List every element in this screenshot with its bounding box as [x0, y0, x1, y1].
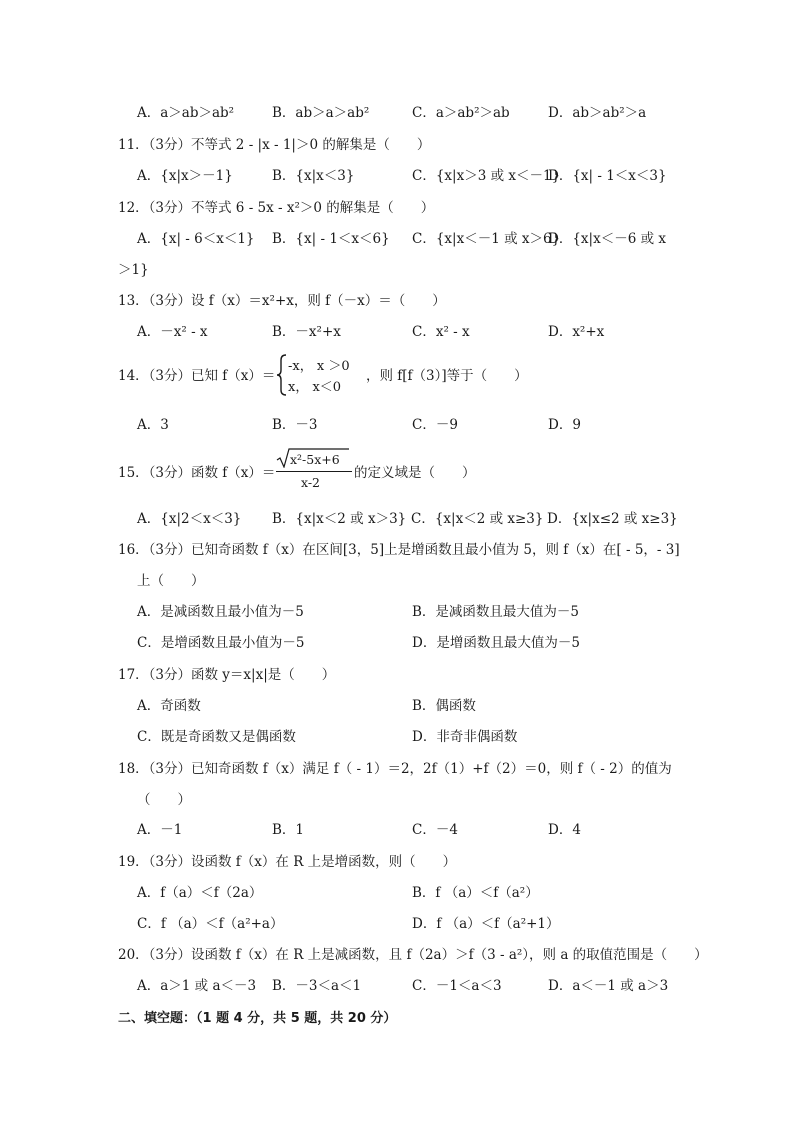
q12-option-b: B．{x| - 1＜x＜6} [272, 231, 390, 247]
q13-stem: 13．（3分）设 f（x）＝x²+x，则 f（－x）＝（ ） [118, 293, 446, 309]
q15-stem-prefix: 15．（3分）函数 f（x）＝ [118, 465, 276, 481]
q20-option-a: A．a＞1 或 a＜－3 [137, 978, 257, 994]
q18-option-a: A．－1 [137, 822, 183, 838]
q17-option-a: A．奇函数 [137, 698, 201, 714]
q17-stem: 17．（3分）函数 y＝x|x|是（ ） [118, 667, 336, 683]
q12-option-d-continuation: ＞1} [118, 262, 149, 278]
q14-stem-prefix: 14．（3分）已知 f（x）＝ [118, 368, 276, 384]
q11-option-d: D．{x| - 1＜x＜3} [548, 168, 667, 184]
q17-option-c: C．既是奇函数又是偶函数 [137, 729, 296, 745]
left-brace-icon [276, 354, 288, 396]
q16-stem-continuation: 上（ ） [137, 573, 205, 589]
q20-option-c: C．－1＜a＜3 [412, 978, 502, 994]
q16-option-a: A．是减函数且最小值为－5 [137, 604, 304, 620]
q14-piecewise-function [276, 354, 366, 396]
q19-stem: 19．（3分）设函数 f（x）在 R 上是增函数，则（ ） [118, 854, 457, 870]
q11-option-c: C．{x|x＞3 或 x＜－1} [412, 168, 561, 184]
q11-option-a: A．{x|x＞－1} [137, 168, 233, 184]
q12-option-d: D．{x|x＜－6 或 x [548, 231, 666, 247]
section-heading-fill-in-blank: 二、填空题：（1 题 4 分，共 5 题，共 20 分） [118, 1011, 397, 1026]
q15-numerator: x²-5x+6 [290, 452, 340, 467]
q18-option-b: B．1 [272, 822, 305, 838]
q14-piece-bottom: x， x＜0 [288, 380, 342, 395]
q14-option-a: A．3 [137, 417, 169, 433]
q18-option-c: C．－4 [412, 822, 458, 838]
q11-stem: 11．（3分）不等式 2 - |x - 1|＞0 的解集是（ ） [118, 137, 431, 153]
q14-option-b: B．－3 [272, 417, 318, 433]
q17-option-d: D．非奇非偶函数 [412, 729, 518, 745]
q14-option-c: C．－9 [412, 417, 458, 433]
q15-stem-suffix: 的定义域是（ ） [354, 465, 476, 481]
q12-stem: 12．（3分）不等式 6 - 5x - x²＞0 的解集是（ ） [118, 200, 435, 216]
q15-option-c: C．{x|x＜2 或 x≥3} [411, 511, 544, 527]
q14-option-d: D．9 [548, 417, 581, 433]
fraction-bar [276, 471, 352, 472]
q19-option-b: B．f （a）＜f（a²） [412, 885, 539, 901]
q15-option-a: A．{x|2＜x＜3} [137, 511, 242, 527]
q13-option-b: B．－x²+x [272, 324, 341, 340]
q19-option-c: C．f （a）＜f（a²+a） [137, 916, 284, 932]
q19-option-d: D．f （a）＜f（a²+1） [412, 916, 560, 932]
q16-option-c: C．是增函数且最小值为－5 [137, 635, 305, 651]
q10-option-d: D．ab＞ab²＞a [548, 105, 647, 121]
q12-option-c: C．{x|x＜－1 或 x＞6} [412, 231, 561, 247]
q10-option-a: A．a＞ab＞ab² [137, 105, 235, 121]
q17-option-b: B．偶函数 [412, 698, 476, 714]
q11-option-b: B．{x|x＜3} [272, 168, 355, 184]
q16-option-d: D．是增函数且最大值为－5 [412, 635, 580, 651]
q20-option-d: D．a＜－1 或 a＞3 [548, 978, 669, 994]
q13-option-c: C．x² - x [412, 324, 470, 340]
q12-option-a: A．{x| - 6＜x＜1} [137, 231, 255, 247]
q14-piece-top: -x， x ＞0 [288, 359, 350, 374]
q18-stem-continuation: （ ） [137, 792, 191, 808]
q16-stem: 16．（3分）已知奇函数 f（x）在区间[3，5]上是增函数且最小值为 5，则 f（x）在[ - 5，- 3] [118, 542, 680, 558]
q15-option-d: D．{x|x≤2 或 x≥3} [547, 511, 678, 527]
q10-option-b: B．ab＞a＞ab² [272, 105, 370, 121]
q18-stem: 18．（3分）已知奇函数 f（x）满足 f（ - 1）＝2，2f（1）+f（2）＝0，则 f（ - 2）的值为 [118, 761, 672, 777]
q10-option-c: C．a＞ab²＞ab [412, 105, 510, 121]
q20-option-b: B．－3＜a＜1 [272, 978, 362, 994]
q15-option-b: B．{x|x＜2 或 x＞3} [272, 511, 407, 527]
q20-stem: 20．（3分）设函数 f（x）在 R 上是减函数，且 f（2a）＞f（3 - a²），则 a 的取值范围是（ ） [118, 947, 708, 963]
q15-denominator: x-2 [301, 475, 321, 490]
q14-stem-suffix: ，则 f[f（3）]等于（ ） [366, 368, 528, 384]
q18-option-d: D．4 [548, 822, 581, 838]
q19-option-a: A．f（a）＜f（2a） [137, 885, 263, 901]
q13-option-a: A．－x² - x [137, 324, 208, 340]
q13-option-d: D．x²+x [548, 324, 605, 340]
q16-option-b: B．是减函数且最大值为－5 [412, 604, 580, 620]
